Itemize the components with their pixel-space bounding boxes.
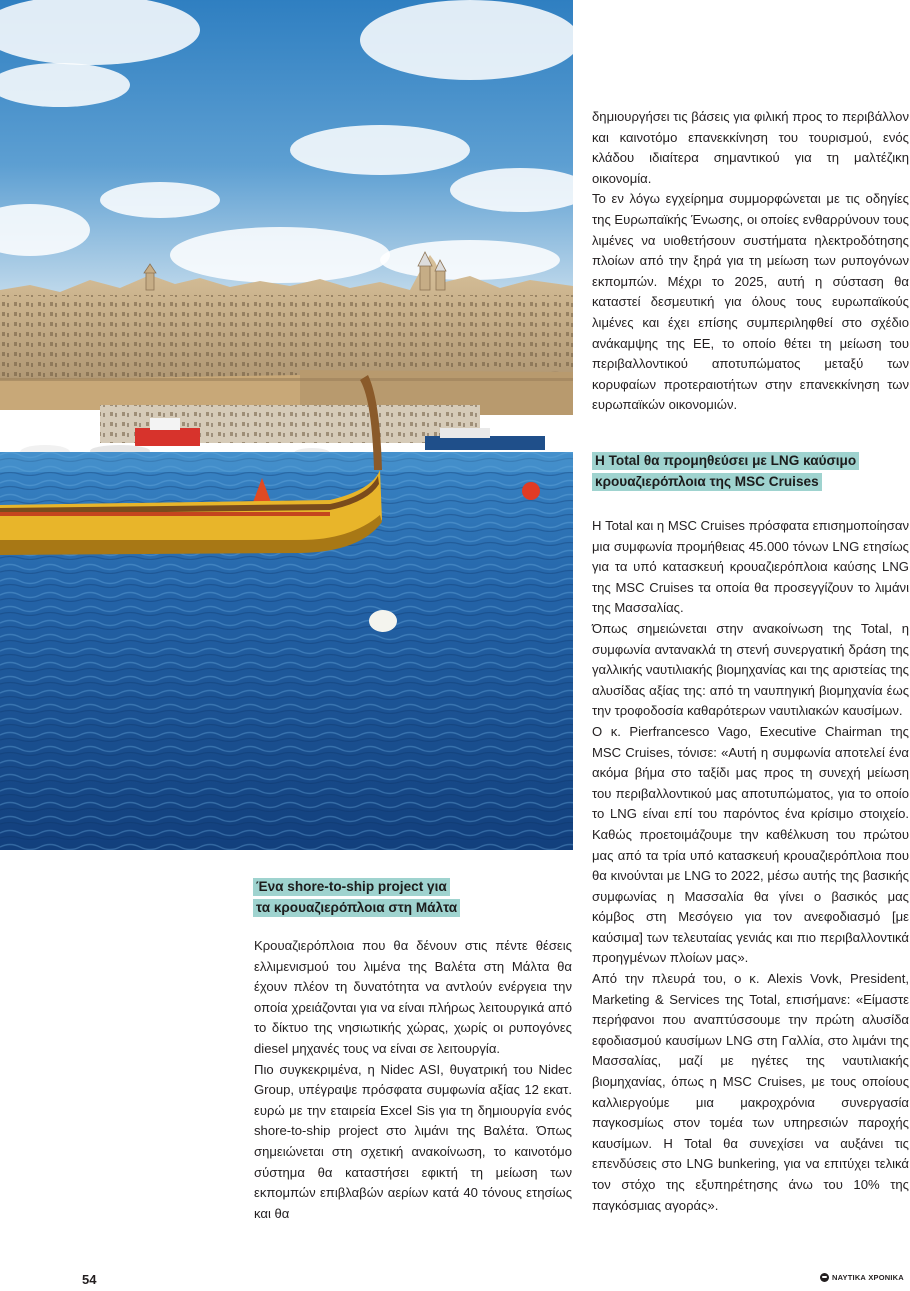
right-article-continuation: [592, 107, 909, 416]
paragraph: Η Total και η MSC Cruises πρόσφατα επισημοποίησαν μια συμφωνία προμήθειας 45.000 τόνων LNG ετησίως για τα υπό κατασκευή κρουαζιερόπλοια καύσης LNG της MSC Cruises τα οποία θα προσεγγίζουν το λιμάνι της Μασσαλίας.: [592, 518, 909, 616]
right-article-heading: [592, 450, 909, 492]
right-heading-line2: κρουαζιερόπλοια της MSC Cruises: [592, 473, 822, 491]
paragraph: Πιο συγκεκριμένα, η Nidec ASI, θυγατρική του Nidec Group, υπέγραψε πρόσφατα συμφωνία αξίας 12 εκατ. ευρώ με την εταιρεία Excel Sis για τη δημιουργία ενός shore-to-ship project στο λιμάνι της Βαλέτα. Όπως σημειώνεται στη σχετική ανακοίνωση, το καινοτόμο σύστημα θα καταστήσει εφικτή τη μείωση των εκπομπών επιβλαβών αερίων κατά 40 τόνους ετησίως και θα: [254, 1061, 572, 1221]
paragraph: Το εν λόγω εγχείρημα συμμορφώνεται με τις οδηγίες της Ευρωπαϊκής Ένωσης, οι οποίες ενθαρρύνουν τους λιμένες να υιοθετήσουν συστήματα ηλεκτροδότησης πλοίων από την ξηρά για τη μείωση των ρυπογόνων εκπομπών. Μέχρι το 2025, αυτή η σύσταση θα καταστεί δεσμευτική για όλους τους ευρωπαϊκούς λιμένες και έχει επίσης συμπεριληφθεί στο σχέδιο ανάκαμψης της ΕΕ, το οποίο θέτει τη μείωση του περιβαλλοντικού αποτυπώματος μεταξύ των κορυφαίων προτεραιοτήτων στην επανεκκίνηση των ευρωπαϊκών οικονομιών.: [592, 191, 909, 413]
brand-name: ΝΑΥΤΙΚΑ ΧΡΟΝΙΚΑ: [832, 1273, 904, 1282]
paragraph: Ο κ. Pierfrancesco Vago, Executive Chairman της MSC Cruises, τόνισε: «Αυτή η συμφωνία αποτελεί ένα ακόμα βήμα στο ταξίδι μας προς τη συνεχή μείωση του περιβαλλοντικού μας αποτυπώματος, για το οποίο το LNG είναι επί του παρόντος ένα κρίσιμο στοιχείο. Καθώς προετοιμάζουμε την καθέλκυση του πρώτου μας από τα τρία υπό κατασκευή κρουαζιερόπλοια που θα κινούνται με LNG το 2022, μέσω αυτής της βασικής συμφωνίας η Μασσαλία θα γίνει ο βασικός μας κόμβος στη Μεσόγειο για τον ανεφοδιασμό [με καύσιμα] των τελευταίας γενιάς και πιο περιβαλλοντικά προηγμένων πλοίων μας».: [592, 723, 909, 966]
right-heading-line1: Η Total θα προμηθεύσει με LNG καύσιμο: [592, 452, 859, 470]
page-number: 54: [82, 1272, 97, 1287]
paragraph: Από την πλευρά του, ο κ. Alexis Vovk, President, Marketing & Services της Total, επισήμανε: «Είμαστε περήφανοι που αναπτύσσουμε την πρώτη αλυσίδα εφοδιασμού καυσίμων LNG στη Γαλλία, στο λιμάνι της Μασσαλίας, μαζί με ηγέτες της ναυτιλιακής βιομηχανίας, όπως η MSC Cruises, με τους οποίους καλλιεργούμε μια μακροχρόνια συνεργασία παγκοσμίως στον τομέα των υπηρεσιών παροχής καυσίμων. Η Total θα συνεχίσει να αυξάνει τις επενδύσεις στο LNG bunkering, για να επιτύχει τελικά τον στόχο της εξυπηρέτησης άνω του 10% της παγκόσμιας αγοράς».: [592, 971, 909, 1213]
magazine-brand: [820, 1273, 910, 1282]
left-article-body: [254, 936, 572, 1224]
paragraph: Κρουαζιερόπλοια που θα δένουν στις πέντε θέσεις ελλιμενισμού του λιμένα της Βαλέτα στη Μάλτα θα έχουν πλέον τη δυνατότητα να αντλούν ενέργεια την οποία χρειάζονται για να είναι πλήρως λειτουργικά από το δίκτυο της νησιωτικής χώρας, χωρίς οι ρυπογόνες diesel μηχανές τους να είναι σε λειτουργία.: [254, 938, 572, 1056]
paragraph: δημιουργήσει τις βάσεις για φιλική προς το περιβάλλον και καινοτόμο επανεκκίνηση του τουρισμού, ενός κλάδου ιδιαίτερα σημαντικού για τη μαλτέζικη οικονομία.: [592, 109, 909, 186]
left-heading-line2: τα κρουαζιερόπλοια στη Μάλτα: [253, 899, 460, 917]
left-article-heading: [253, 876, 553, 918]
left-heading-line1: Ένα shore-to-ship project για: [253, 878, 450, 896]
right-article-body: [592, 516, 909, 1216]
ship-wheel-icon: [820, 1273, 829, 1282]
paragraph: Όπως σημειώνεται στην ανακοίνωση της Total, η συμφωνία αντανακλά τη στενή συνεργατική δράση της γαλλικής ναυτιλιακής βιομηχανίας και της αριστείας της αλυσίδας αξίας της: από τη ναυπηγική βιομηχανία έως την τροφοδοσία καθαρότερων ναυτιλιακών καυσίμων.: [592, 620, 909, 719]
valletta-harbour-photo: [0, 0, 573, 850]
